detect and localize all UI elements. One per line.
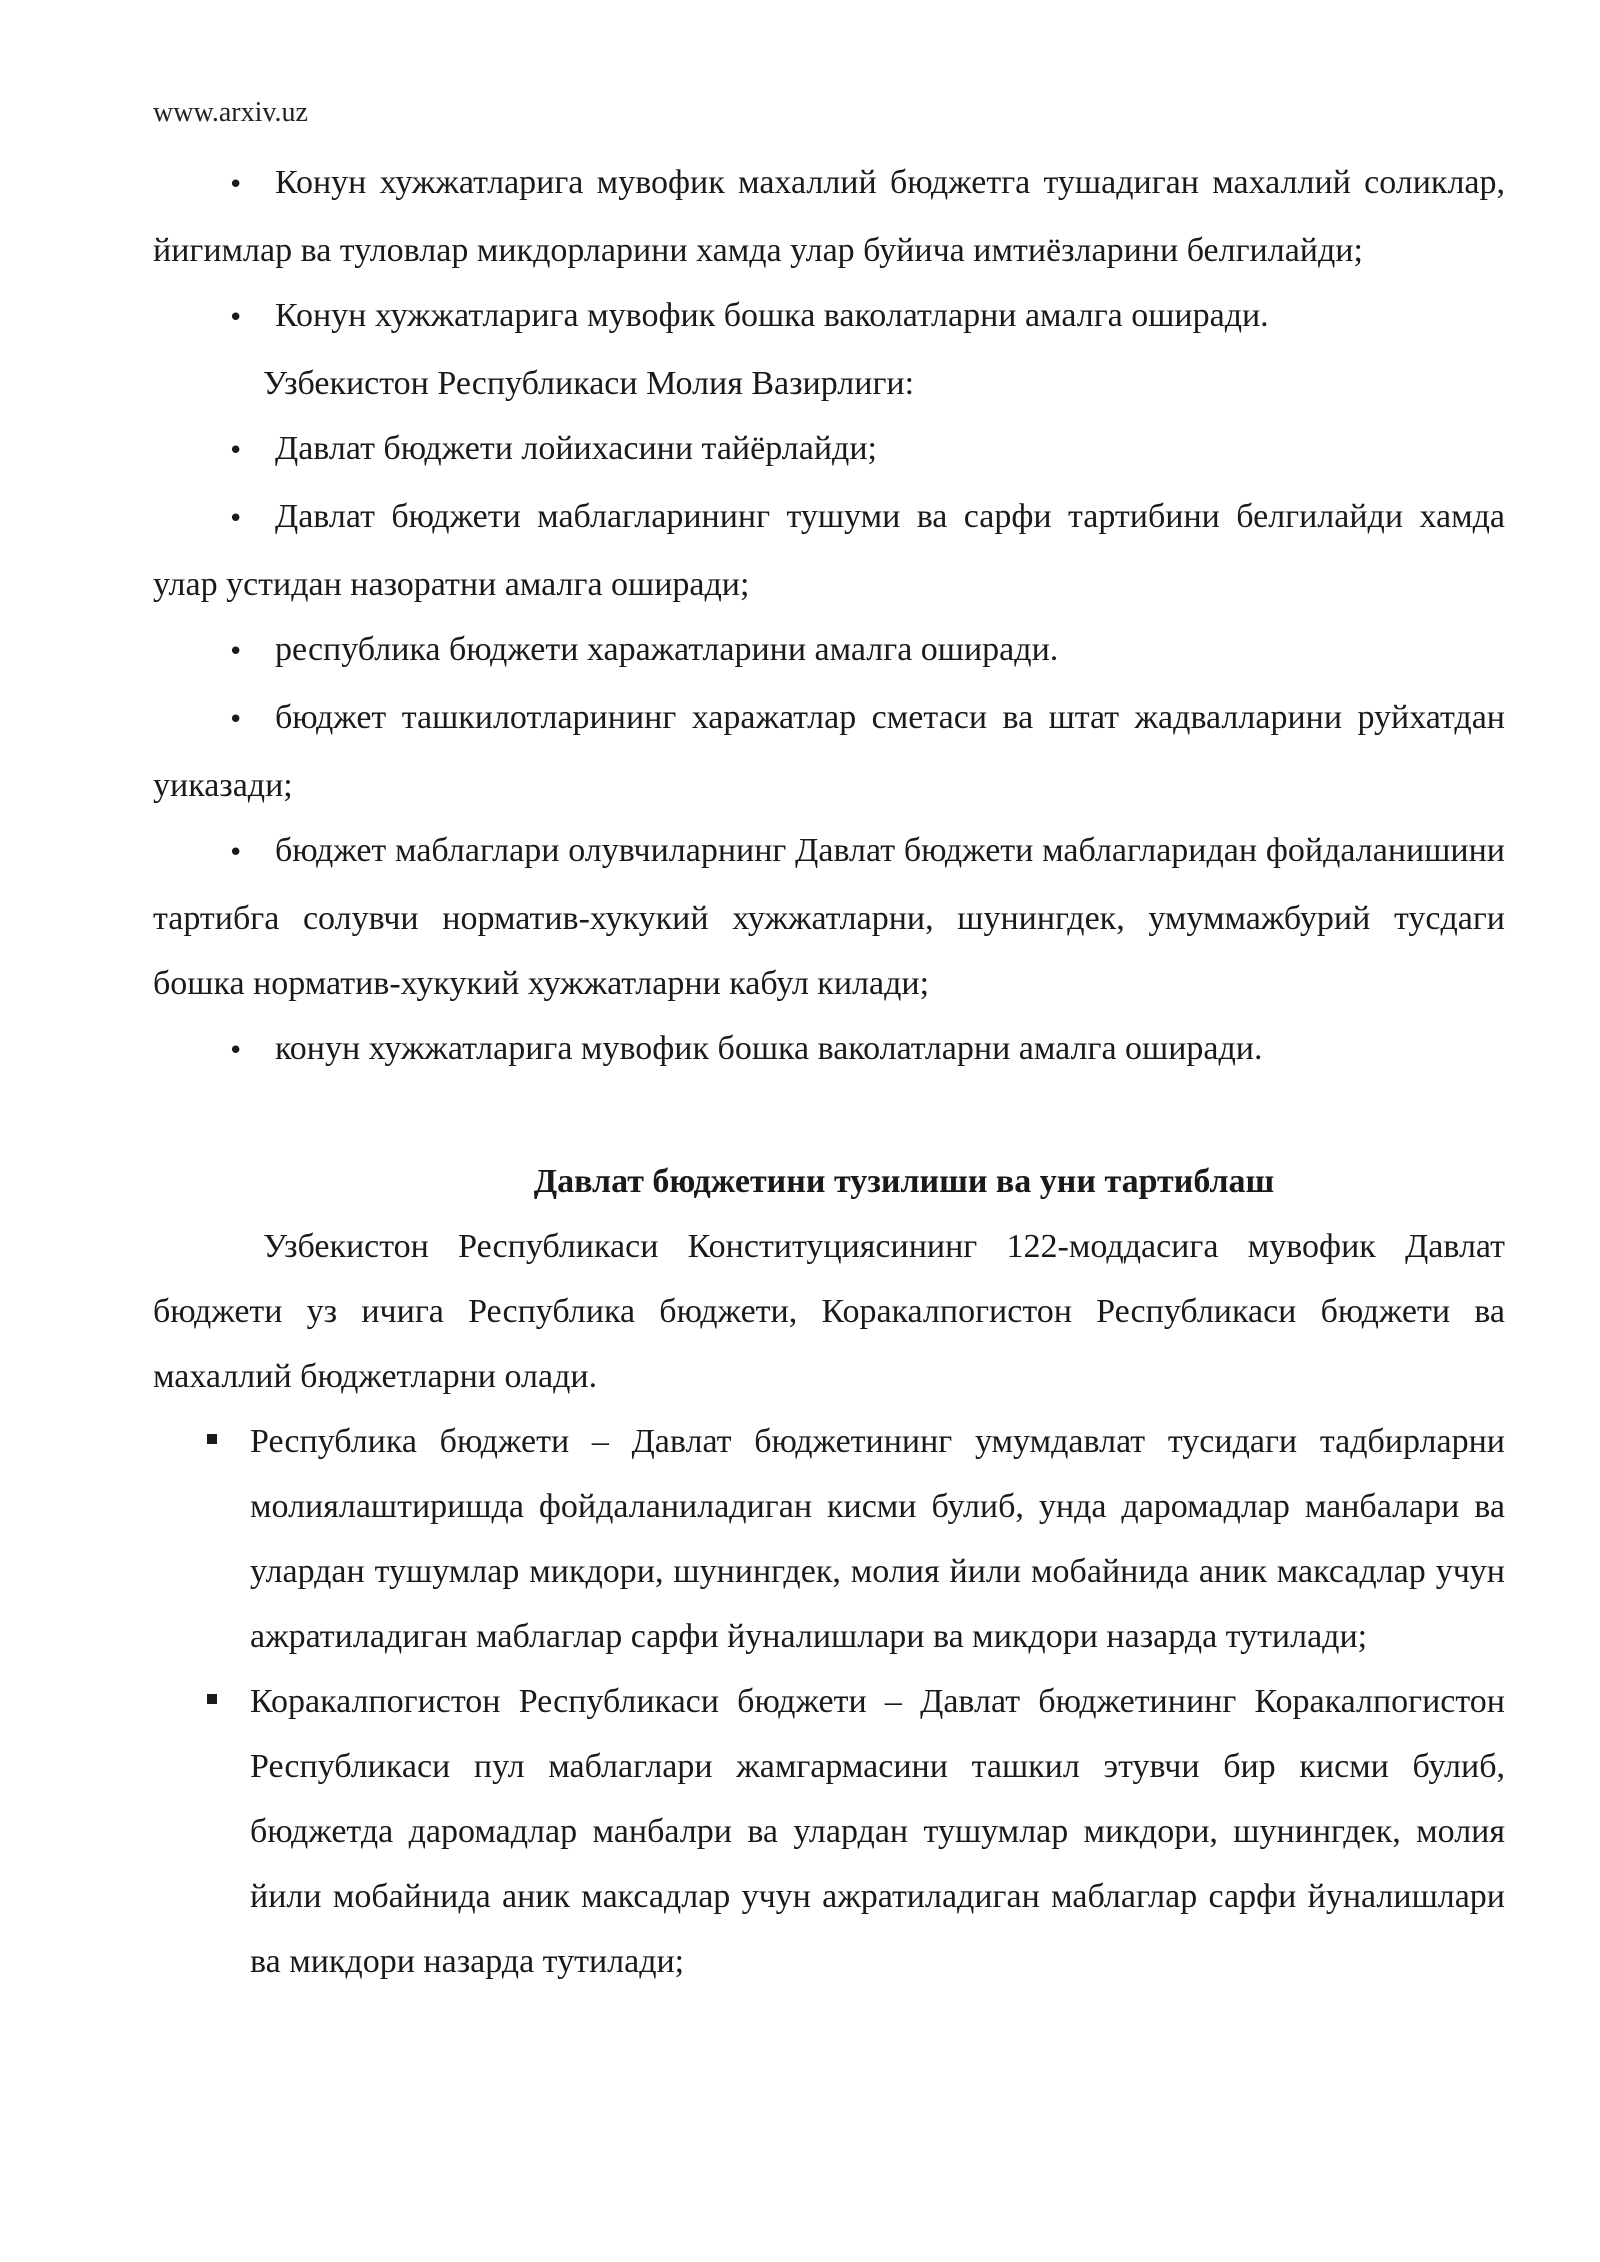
section-heading: Давлат бюджетини тузилиши ва уни тартиблаш	[533, 1163, 1275, 1200]
bullet-icon: •	[228, 504, 244, 534]
document-body	[153, 150, 1505, 1994]
bullet-icon: •	[228, 637, 244, 667]
bullet-item	[153, 1016, 1505, 1084]
square-bullet-icon	[207, 1434, 217, 1444]
bullet-text: Конун хужжатларига мувофик бошка ваколатларни амалга оширади.	[275, 297, 1269, 334]
bullet-icon: •	[228, 705, 244, 735]
bullet-icon: •	[228, 436, 244, 466]
bullet-item	[153, 416, 1505, 484]
square-bullet-icon	[207, 1694, 217, 1704]
bullet-item	[153, 617, 1505, 685]
bullet-text: бюджет ташкилотларининг харажатлар сметаси ва штат жадвалларини руйхатдан уиказади;	[153, 699, 1505, 804]
bullet-text: конун хужжатларига мувофик бошка ваколатларни амалга оширади.	[275, 1030, 1263, 1067]
bullet-text: бюджет маблаглари олувчиларнинг Давлат бюджети маблагларидан фойдаланишини тартибга солувчи норматив-хукукий хужжатларни, шунингдек, умуммажбурий тусдаги бошка норматив-хукукий хужжатларни кабул килади;	[153, 832, 1505, 1002]
bullet-icon: •	[228, 303, 244, 333]
bullet-item	[153, 818, 1505, 1016]
bullet-item	[153, 283, 1505, 351]
list-item	[153, 1409, 1505, 1669]
bullet-text: Давлат бюджети маблагларининг тушуми ва сарфи тартибини белгилайди хамда улар устидан назоратни амалга оширади;	[153, 498, 1505, 603]
bullet-text: Конун хужжатларига мувофик махаллий бюджетга тушадиган махаллий соликлар, йигимлар ва туловлар микдорларини хамда улар буйича имтиёзларини белгилайди;	[153, 164, 1505, 269]
bullet-icon: •	[228, 1036, 244, 1066]
bullet-item	[153, 150, 1505, 283]
bullet-text: республика бюджети харажатларини амалга оширади.	[275, 631, 1059, 668]
list-item-text: Республика бюджети – Давлат бюджетининг умумдавлат тусидаги тадбирларни молиялаштиришда фойдаланиладиган кисми булиб, унда даромадлар манбалари ва улардан тушумлар микдори, шунингдек, молия йили мобайнида аник максадлар учун ажратиладиган маблаглар сарфи йуналишлари ва микдори назарда тутилади;	[250, 1423, 1505, 1655]
bullet-item	[153, 685, 1505, 818]
bullet-icon: •	[228, 170, 244, 200]
bullet-text: Давлат бюджети лойихасини тайёрлайди;	[275, 430, 877, 467]
section-lead: Узбекистон Республикаси Молия Вазирлиги:	[263, 365, 915, 402]
site-header: www.arxiv.uz	[153, 97, 308, 128]
list-item-text: Коракалпогистон Республикаси бюджети – Давлат бюджетининг Коракалпогистон Республикаси пул маблаглари жамгармасини ташкил этувчи бир кисми булиб, бюджетда даромадлар манбалри ва улардан тушумлар микдори, шунингдек, молия йили мобайнида аник максадлар учун ажратиладиган маблаглар сарфи йуналишлари ва микдори назарда тутилади;	[250, 1683, 1505, 1980]
bullet-icon: •	[228, 838, 244, 868]
bullet-item	[153, 484, 1505, 617]
paragraph: Узбекистон Республикаси Конституциясининг 122-моддасига мувофик Давлат бюджети уз ичига Республика бюджети, Коракалпогистон Республикаси бюджети ва махаллий бюджетларни олади.	[153, 1228, 1505, 1395]
blank-line	[153, 1084, 1505, 1149]
list-item	[153, 1669, 1505, 1994]
